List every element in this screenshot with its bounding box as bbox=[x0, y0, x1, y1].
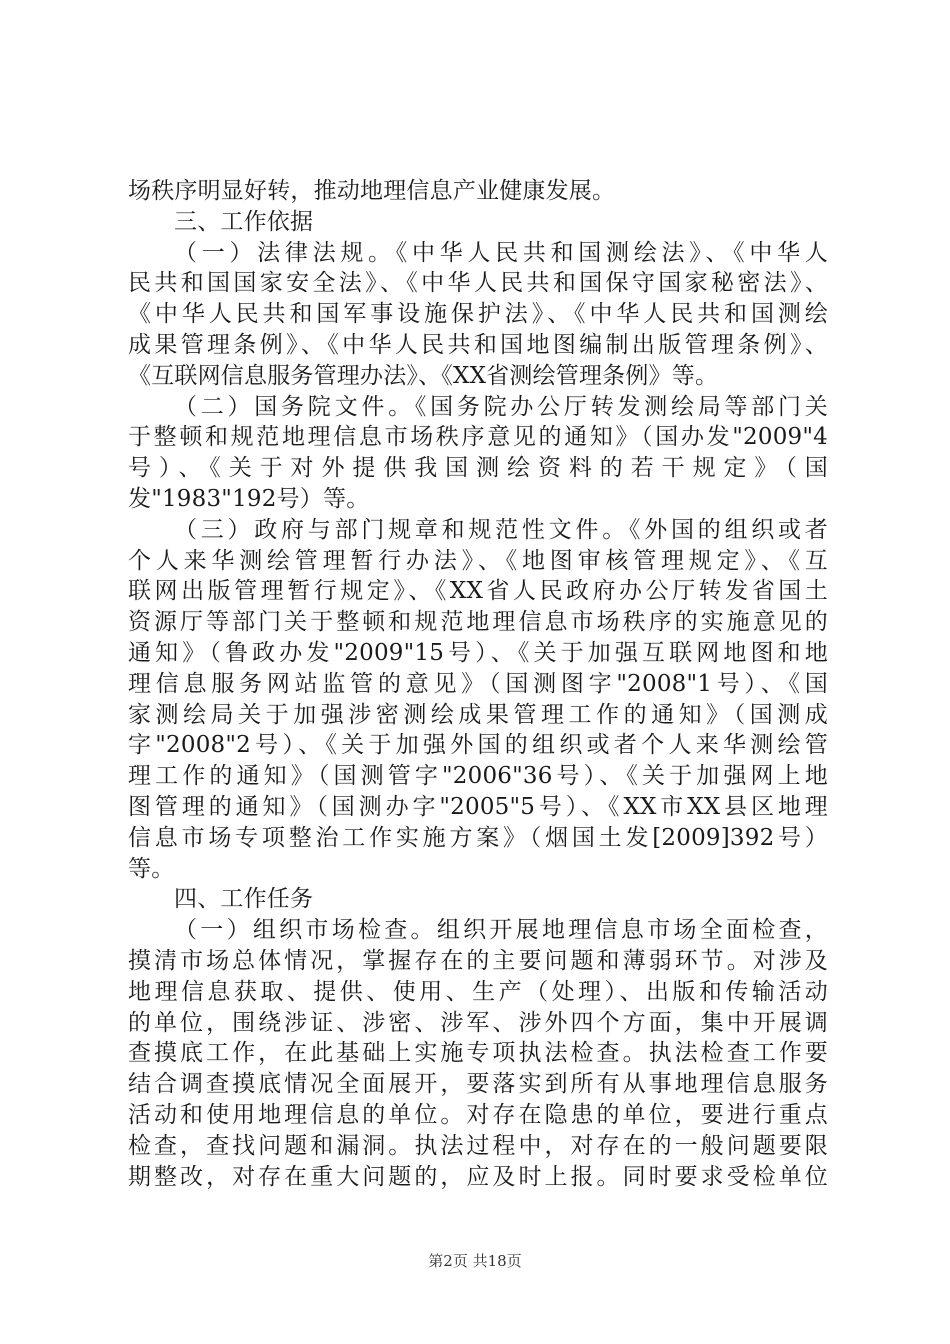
text-line: 《中华人民共和国军事设施保护法》、《中华人民共和国测绘 bbox=[128, 301, 828, 328]
text-line: 场秩序明显好转，推动地理信息产业健康发展。 bbox=[128, 178, 616, 204]
text-line: 理工作的通知》（国测管字"2006"36号）、《关于加强网上地 bbox=[128, 763, 828, 790]
document-body bbox=[128, 176, 828, 1192]
text-line: 查摸底工作，在此基础上实施专项执法检查。执法检查工作要 bbox=[128, 1040, 828, 1067]
text-line: 联网出版管理暂行规定》、《XX省人民政府办公厅转发省国土 bbox=[128, 578, 828, 605]
section-heading: 四、工作任务 bbox=[174, 886, 314, 913]
text-line: 期整改，对存在重大问题的，应及时上报。同时要求受检单位 bbox=[128, 1163, 828, 1190]
text-line: 个人来华测绘管理暂行办法》、《地图审核管理规定》、《互 bbox=[128, 547, 828, 574]
text-line: 资源厅等部门关于整顿和规范地理信息市场秩序的实施意见的 bbox=[128, 609, 828, 636]
page-footer: 第2页 共18页 bbox=[428, 1252, 522, 1270]
text-line: 字"2008"2号）、《关于加强外国的组织或者个人来华测绘管 bbox=[128, 732, 828, 759]
section-heading: 三、工作依据 bbox=[174, 208, 314, 235]
text-line: 等。 bbox=[128, 855, 175, 882]
text-line: 检查，查找问题和漏洞。执法过程中，对存在的一般问题要限 bbox=[128, 1132, 828, 1159]
text-line: 民共和国国家安全法》、《中华人民共和国保守国家秘密法》、 bbox=[128, 270, 828, 297]
text-line: 理信息服务网站监管的意见》（国测图字"2008"1号）、《国 bbox=[128, 670, 828, 697]
text-line: 《互联网信息服务管理办法》、《XX省测绘管理条例》等。 bbox=[128, 362, 719, 389]
text-line: （一）法律法规。《中华人民共和国测绘法》、《中华人 bbox=[174, 239, 828, 266]
text-line: （三）政府与部门规章和规范性文件。《外国的组织或者 bbox=[174, 516, 828, 543]
text-line: 家测绘局关于加强涉密测绘成果管理工作的通知》（国测成 bbox=[128, 701, 828, 728]
text-line: 地理信息获取、提供、使用、生产（处理）、出版和传输活动 bbox=[128, 978, 828, 1005]
text-line: （一）组织市场检查。组织开展地理信息市场全面检查， bbox=[174, 917, 828, 944]
text-line: 摸清市场总体情况，掌握存在的主要问题和薄弱环节。对涉及 bbox=[128, 947, 828, 974]
text-line: （二）国务院文件。《国务院办公厅转发测绘局等部门关 bbox=[174, 393, 828, 420]
text-line: 信息市场专项整治工作实施方案》（烟国土发[2009]392号） bbox=[128, 824, 828, 851]
text-line: 图管理的通知》（国测办字"2005"5号）、《XX市XX县区地理 bbox=[128, 793, 828, 820]
text-line: 发"1983"192号）等。 bbox=[128, 485, 370, 512]
text-line: 于整顿和规范地理信息市场秩序意见的通知》（国办发"2009"4 bbox=[128, 424, 828, 451]
text-line: 的单位，围绕涉证、涉密、涉军、涉外四个方面，集中开展调 bbox=[128, 1009, 828, 1036]
text-line: 通知》（鲁政办发"2009"15号）、《关于加强互联网地图和地 bbox=[128, 639, 828, 666]
text-line: 结合调查摸底情况全面展开，要落实到所有从事地理信息服务 bbox=[128, 1071, 828, 1098]
text-line: 号）、《关于对外提供我国测绘资料的若干规定》（国 bbox=[128, 455, 828, 482]
text-line: 活动和使用地理信息的单位。对存在隐患的单位，要进行重点 bbox=[128, 1101, 828, 1128]
text-line: 成果管理条例》、《中华人民共和国地图编制出版管理条例》、 bbox=[128, 331, 828, 358]
